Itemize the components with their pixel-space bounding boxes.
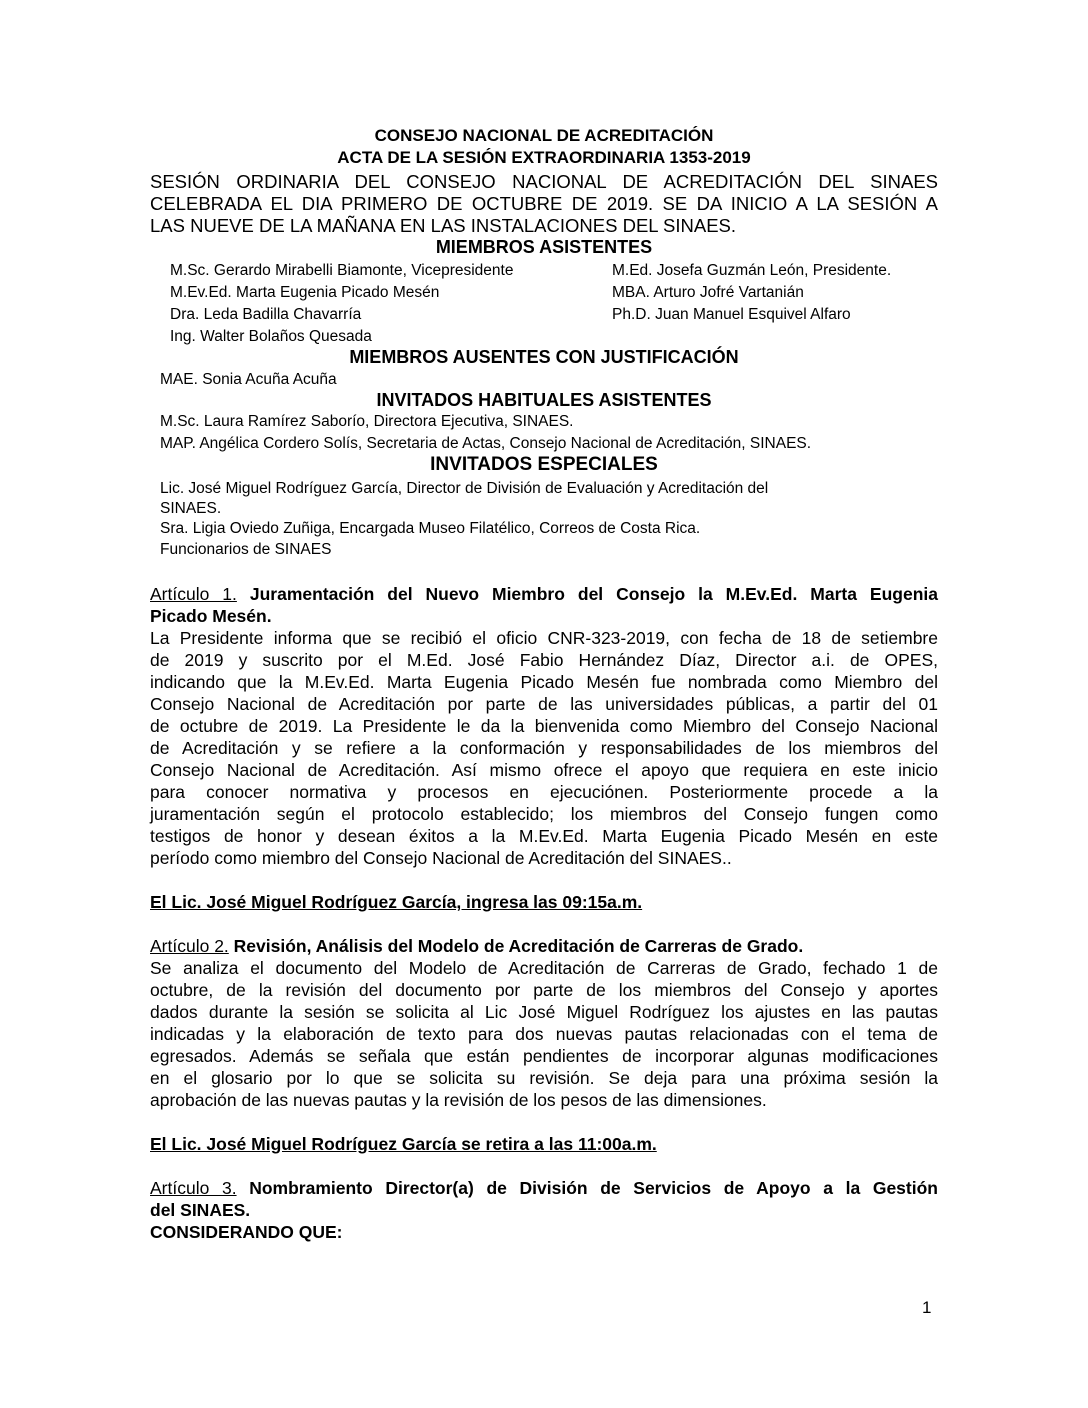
special-guest-1: Lic. José Miguel Rodríguez García, Director de División de Evaluación y Acreditación del	[160, 480, 769, 497]
intro-line-1: SESIÓN ORDINARIA DEL CONSEJO NACIONAL DE ACREDITACIÓN DEL SINAES	[150, 171, 938, 192]
article-3-label: Artículo 3.	[150, 1178, 237, 1198]
article-1-line: período como miembro del Consejo Nacional de Acreditación del SINAES..	[150, 848, 732, 868]
article-2-line: en el glosario por lo que se solicita su revisión. Se deja para una próxima sesión la	[150, 1068, 938, 1088]
guests-heading: INVITADOS HABITUALES ASISTENTES	[376, 390, 712, 410]
article-1-heading	[150, 583, 938, 605]
article-2-line: Se analiza el documento del Modelo de Acreditación de Carreras de Grado, fechado 1 de	[150, 958, 938, 978]
arrival-note: El Lic. José Miguel Rodríguez García, ingresa las 09:15a.m.	[150, 892, 643, 912]
article-1-line: para conocer normativa y procesos en ejecuciónen. Posteriormente procede a la	[150, 782, 938, 802]
member-right-2: MBA. Arturo Jofré Vartanián	[612, 284, 804, 301]
article-1-line: La Presidente informa que se recibió el oficio CNR-323-2019, con fecha de 18 de setiembre	[150, 628, 938, 648]
special-guest-2: Sra. Ligia Oviedo Zuñiga, Encargada Museo Filatélico, Correos de Costa Rica.	[160, 520, 701, 537]
article-2-line: indicadas y la elaboración de texto para dos nuevas pautas relacionadas con el tema de	[150, 1024, 938, 1044]
article-2-label: Artículo 2.	[150, 936, 229, 956]
intro-line-2: CELEBRADA EL DIA PRIMERO DE OCTUBRE DE 2019. SE DA INICIO A LA SESIÓN A	[150, 193, 938, 214]
article-2-title: Revisión, Análisis del Modelo de Acreditación de Carreras de Grado.	[228, 936, 804, 956]
article-1-title: Juramentación del Nuevo Miembro del Consejo la M.Ev.Ed. Marta Eugenia	[236, 584, 938, 604]
article-1-line: de 2019 y suscrito por el M.Ed. José Fabio Hernández Díaz, Director a.i. de OPES,	[150, 650, 938, 670]
guest-1: M.Sc. Laura Ramírez Saborío, Directora Ejecutiva, SINAES.	[160, 413, 574, 430]
session-title: ACTA DE LA SESIÓN EXTRAORDINARIA 1353-2019	[337, 148, 751, 167]
member-right-3: Ph.D. Juan Manuel Esquivel Alfaro	[612, 306, 851, 323]
special-guest-3: Funcionarios de SINAES	[160, 541, 332, 558]
article-2-line: octubre, de la revisión del documento por parte de los miembros del Consejo y aportes	[150, 980, 938, 1000]
member-left-2: M.Ev.Ed. Marta Eugenia Picado Mesén	[170, 284, 440, 301]
article-1-line: Consejo Nacional de Acreditación. Así mismo ofrece el apoyo que requiera en este inicio	[150, 760, 938, 780]
article-1-title-cont: Picado Mesén.	[150, 606, 272, 626]
intro-line-3: LAS NUEVE DE LA MAÑANA EN LAS INSTALACIONES DEL SINAES.	[150, 215, 737, 236]
article-2-line: aprobación de las nuevas pautas y la revisión de los pesos de las dimensiones.	[150, 1090, 767, 1110]
member-left-4: Ing. Walter Bolaños Quesada	[170, 328, 372, 345]
article-3-title: Nombramiento Director(a) de División de Servicios de Apoyo a la Gestión	[236, 1178, 938, 1198]
article-1-line: indicando que la M.Ev.Ed. Marta Eugenia Picado Mesén fue nombrada como Miembro del	[150, 672, 938, 692]
members-heading: MIEMBROS ASISTENTES	[435, 237, 653, 257]
special-heading: INVITADOS ESPECIALES	[430, 454, 658, 475]
departure-note: El Lic. José Miguel Rodríguez García se retira a las 11:00a.m.	[150, 1134, 657, 1154]
absent-heading: MIEMBROS AUSENTES CON JUSTIFICACIÓN	[349, 347, 739, 367]
article-1-line: juramentación según el protocolo establecido; los miembros del Consejo fungen como	[150, 804, 938, 824]
member-left-3: Dra. Leda Badilla Chavarría	[170, 306, 362, 323]
page-number: 1	[922, 1298, 932, 1317]
article-1-line: Consejo Nacional de Acreditación por parte de las universidades públicas, a partir del 01	[150, 694, 938, 714]
article-1-line: de Acreditación y se refiere a la conformación y responsabilidades de los miembros del	[150, 738, 938, 758]
guest-2: MAP. Angélica Cordero Solís, Secretaria de Actas, Consejo Nacional de Acreditación, SINAES.	[160, 435, 812, 452]
article-1-line: de octubre de 2019. La Presidente le da la bienvenida como Miembro del Consejo Nacional	[150, 716, 938, 736]
article-3-heading	[150, 1177, 938, 1199]
document-title: CONSEJO NACIONAL DE ACREDITACIÓN	[374, 126, 714, 145]
article-1-label: Artículo 1.	[150, 584, 237, 604]
special-guest-1-cont: SINAES.	[160, 500, 222, 517]
article-2-line: dados durante la sesión se solicita al Lic José Miguel Rodríguez los ajustes en las pautas	[150, 1002, 938, 1022]
article-2-line: egresados. Además se señala que están pendientes de incorporar algunas modificaciones	[150, 1046, 938, 1066]
member-right-1: M.Ed. Josefa Guzmán León, Presidente.	[612, 262, 892, 279]
member-left-1: M.Sc. Gerardo Mirabelli Biamonte, Vicepresidente	[170, 262, 514, 279]
article-3-title-cont: del SINAES.	[150, 1200, 251, 1220]
considering-heading: CONSIDERANDO QUE:	[150, 1222, 343, 1242]
article-2-heading	[150, 935, 938, 957]
absent-member: MAE. Sonia Acuña Acuña	[160, 371, 337, 388]
article-1-line: testigos de honor y desean éxitos a la M.Ev.Ed. Marta Eugenia Picado Mesén en este	[150, 826, 938, 846]
